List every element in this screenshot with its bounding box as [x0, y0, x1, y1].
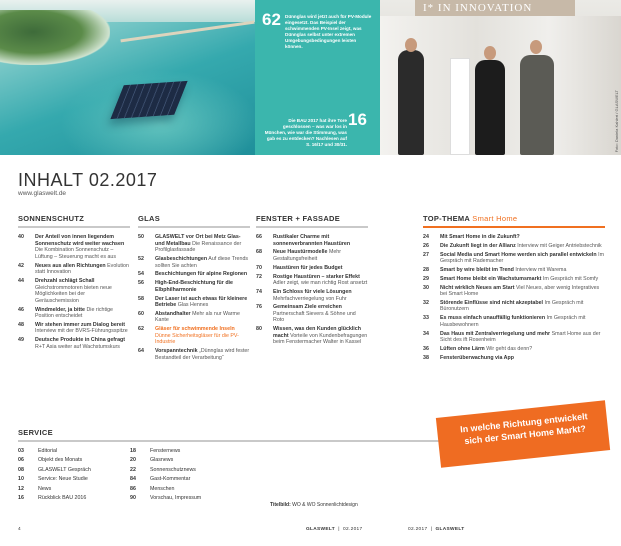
toc-entry[interactable] — [256, 249, 368, 262]
toc-page-number: 26 — [423, 242, 429, 249]
toc-page-number: 24 — [423, 234, 429, 240]
toc-entry[interactable] — [423, 252, 605, 265]
toc-entry[interactable] — [138, 280, 250, 293]
service-entry[interactable] — [130, 467, 201, 476]
toc-page-number: 42 — [18, 262, 24, 269]
toc-page-number: 76 — [256, 304, 262, 311]
toc-page-number: 34 — [423, 330, 429, 337]
section-heading: GLAS — [138, 214, 250, 228]
toc-subtitle: Mehr als nur Warme Kante — [155, 310, 240, 324]
toc-text — [35, 322, 130, 335]
toc-entry[interactable] — [138, 271, 250, 278]
toc-page-number: 80 — [256, 326, 262, 333]
toc-entry[interactable] — [423, 267, 605, 274]
toc-entry[interactable] — [256, 234, 368, 247]
toc-entry[interactable] — [256, 265, 368, 272]
toc-entry[interactable] — [138, 296, 250, 309]
service-page-number: 90 — [130, 494, 136, 501]
toc-entry[interactable] — [18, 263, 130, 276]
toc-entry[interactable] — [18, 337, 130, 350]
badge-caption-16: Die BAU 2017 hat ihre Tore geschlossen – was war los in München, wie war die Stimmung, was gab es zu entdecken? Nachlesen auf S. 16/17 und 30/31. — [264, 118, 347, 147]
toc-entry[interactable] — [256, 304, 368, 324]
toc-title: Glasbeschichtungen — [155, 255, 208, 262]
toc-page-number: 46 — [18, 306, 24, 313]
toc-page-number: 29 — [423, 275, 429, 282]
toc-entry[interactable] — [423, 331, 605, 344]
toc-page-number: 58 — [138, 295, 144, 302]
toc-entry[interactable] — [423, 285, 605, 298]
toc-title: Das Haus mit Zentralverriegelung und mehr — [440, 330, 551, 337]
toc-subtitle: Evolution statt Innovation — [35, 262, 129, 276]
toc-text — [273, 265, 342, 272]
toc-title: Nicht wirklich Neues am Start — [440, 284, 515, 291]
toc-page-number: 27 — [423, 251, 429, 258]
toc-page-number: 62 — [138, 326, 144, 333]
toc-text — [155, 311, 250, 324]
toc-title: Beschichtungen für alpine Regionen — [155, 271, 248, 278]
toc-title: Störende Einflüsse sind nicht akzeptabel — [440, 299, 544, 306]
toc-page-number: 48 — [18, 321, 24, 328]
banner-text: I* IN INNOVATION — [423, 2, 533, 14]
toc-text — [440, 300, 605, 313]
cover-credit-text: WO & WO Sonnenlichtdesign — [292, 502, 358, 508]
toc-text — [155, 326, 250, 346]
toc-title: Gläser für schwimmende Inseln — [155, 326, 235, 333]
toc-title: Lüften ohne Lärm — [440, 346, 485, 352]
footer-right: 02.2017 | GLASWELT — [408, 527, 465, 532]
page-title: INHALT 02.2017 — [18, 170, 158, 190]
service-entry[interactable] — [130, 495, 201, 504]
toc-subtitle: Interview mit Geiger Antriebstechnik — [517, 242, 602, 249]
toc-entry[interactable] — [18, 278, 130, 304]
service-page-number: 10 — [18, 476, 24, 483]
toc-page-number: 66 — [256, 234, 262, 240]
service-page-number: 06 — [18, 457, 24, 464]
service-text: Service: Neue Studie — [38, 476, 88, 483]
toc-text — [35, 263, 130, 276]
service-entry[interactable] — [18, 467, 91, 476]
service-text: Objekt des Monats — [38, 457, 83, 464]
service-page-number: 22 — [130, 466, 136, 473]
toc-text — [440, 346, 532, 353]
toc-entry[interactable] — [138, 326, 250, 346]
toc-page-number: 30 — [423, 284, 429, 291]
toc-subtitle: „Dünnglas wird fester Bestandteil der Verarbeitung“ — [155, 348, 250, 361]
section-sonnenschutz — [18, 214, 130, 353]
service-page-number: 12 — [18, 485, 24, 492]
footer-magazine-right: GLASWELT — [435, 527, 465, 532]
toc-subtitle: Interview mit Warema — [515, 266, 567, 273]
section-heading: SERVICE — [18, 428, 598, 442]
toc-text — [35, 307, 130, 320]
toc-subtitle: Mehr Gestaltungsfreiheit — [273, 249, 342, 262]
toc-subtitle: Die richtige Position entscheidet — [35, 306, 113, 320]
badge-page-16: 16 — [348, 110, 367, 129]
website-url: www.glaswelt.de — [18, 190, 67, 197]
toc-page-number: 70 — [256, 264, 262, 271]
toc-text — [440, 243, 602, 250]
toc-title: Die Zukunft liegt in der Allianz — [440, 242, 516, 249]
toc-subtitle: Adler zeigt, wie man richtig Rost ansetzt — [273, 280, 368, 287]
service-text: Rückblick BAU 2016 — [38, 494, 87, 501]
footer-page-number: 4 — [18, 527, 21, 532]
toc-text — [440, 331, 605, 344]
toc-page-number: 68 — [256, 249, 262, 256]
toc-subtitle: Partnerschaft Sievers & Söhne und Roto — [273, 310, 356, 324]
toc-page-number: 33 — [423, 315, 429, 322]
toc-title: Rostige Haustüren – starker Effekt — [273, 273, 360, 280]
toc-title: Es muss einfach unauffällig funktionieren — [440, 315, 546, 322]
toc-title: Ein Schloss für viele Lösungen — [273, 288, 352, 295]
photo-floating-solar-island — [0, 0, 255, 155]
service-page-number: 08 — [18, 466, 24, 473]
service-text: Gast-Kommentar — [150, 476, 191, 483]
section-heading: FENSTER + FASSADE — [256, 214, 368, 228]
toc-page-number: 56 — [138, 280, 144, 287]
service-entry[interactable] — [130, 486, 201, 495]
toc-text — [440, 285, 605, 298]
footer-magazine: GLASWELT — [306, 527, 335, 532]
smart-home-callout: In welche Richtung entwickelt sich der Smart Home Markt? — [436, 400, 610, 467]
toc-text — [273, 304, 368, 324]
service-entry[interactable] — [18, 457, 91, 466]
toc-entry[interactable] — [138, 256, 250, 269]
toc-subtitle: Gleichstrommotoren bieten neue Möglichkeiten bei der Geräuschemission — [35, 284, 112, 304]
toc-title: Neues aus allen Richtungen — [35, 262, 106, 269]
toc-entry[interactable] — [423, 243, 605, 250]
toc-title: Fensterüberwachung via App — [440, 354, 514, 361]
footer-issue: 02.2017 — [343, 527, 363, 532]
toc-title: Smart by wire bleibt im Trend — [440, 266, 514, 273]
toc-subtitle: Auf diese Trends sollten Sie achten — [155, 255, 249, 269]
service-entry[interactable] — [18, 486, 91, 495]
cover-credit — [270, 502, 358, 508]
toc-page-number: 32 — [423, 299, 429, 306]
toc-title: Neue Haustürmodelle — [273, 249, 328, 256]
toc-text — [273, 326, 368, 346]
toc-subtitle: Im Gespräch mit Hausbewohnern — [440, 315, 586, 328]
toc-title: Windmelder, ja bitte — [35, 306, 85, 313]
toc-subtitle: Im Gespräch mit Büronutzern — [440, 299, 584, 313]
toc-entry[interactable] — [256, 289, 368, 302]
toc-subtitle: Interview mit der BVRS-Führungsspitze — [35, 328, 128, 335]
toc-entry[interactable] — [18, 234, 130, 260]
toc-entry[interactable] — [18, 322, 130, 335]
toc-page-number: 74 — [256, 288, 262, 295]
service-entry[interactable] — [130, 448, 201, 457]
service-entry[interactable] — [18, 476, 91, 485]
service-text: Glasnews — [150, 457, 174, 464]
service-text: News — [38, 485, 52, 492]
top-thema-label: TOP-THEMA — [423, 214, 470, 223]
footer-left: GLASWELT | 02.2017 — [306, 527, 363, 532]
service-entry[interactable] — [130, 457, 201, 466]
toc-text — [155, 280, 250, 293]
toc-entry[interactable] — [423, 234, 605, 241]
cover-credit-label: Titelbild: — [270, 502, 291, 508]
toc-page-number: 49 — [18, 337, 24, 344]
top-thema-accent: Smart Home — [472, 214, 518, 223]
toc-entry[interactable] — [423, 300, 605, 313]
service-text: Vorschau, Impressum — [150, 494, 202, 501]
toc-text — [440, 355, 514, 362]
service-text: Menschen — [150, 485, 175, 492]
toc-entry[interactable] — [423, 276, 605, 283]
toc-title: Gemeinsam Ziele erreichen — [273, 304, 342, 311]
toc-title: Wissen, was den Kunden glücklich macht — [273, 326, 361, 339]
service-page-number: 18 — [130, 448, 136, 454]
toc-page-number: 72 — [256, 273, 262, 280]
toc-entry[interactable] — [138, 311, 250, 324]
service-page-number: 20 — [130, 457, 136, 464]
toc-entry[interactable] — [423, 355, 605, 362]
toc-page-number: 44 — [18, 277, 24, 284]
service-page-number: 16 — [18, 494, 24, 501]
toc-title: Abstandhalter — [155, 310, 191, 317]
toc-subtitle: Wir geht das denn? — [486, 346, 533, 352]
toc-text — [155, 296, 250, 309]
toc-subtitle: Im Gespräch mit Somfy — [542, 275, 599, 282]
toc-subtitle: Die Renaissance der Profilglasfassade — [155, 240, 242, 254]
toc-title: GLASWELT vor Ort bei Metz Glas- und Metallbau — [155, 234, 241, 247]
toc-subtitle: Vorteile von Kundenbefragungen beim Fenstermacher Walter in Kassel — [273, 332, 368, 346]
service-entry[interactable] — [18, 448, 91, 457]
badge-page-62: 62 — [262, 10, 281, 29]
badge-caption-62: Dünnglas wird jetzt auch für PV-Module eingesetzt. Das Beispiel der schwimmenden PV-Insel zeigt, was Dünnglas selbst unter extremen Umgebungsbedingungen leisten können. — [285, 14, 372, 49]
toc-title: Mit Smart Home in die Zukunft? — [440, 234, 520, 240]
toc-title: Der Laser ist auch etwas für kleinere Betriebe — [155, 295, 248, 309]
toc-page-number: 28 — [423, 266, 429, 273]
toc-subtitle: Smart Home aus der Sicht des ift Rosenheim — [440, 330, 601, 344]
toc-subtitle: Die Kombination Sonnenschutz – Lüftung – Steuerung macht es aus — [35, 247, 116, 260]
toc-text — [440, 267, 566, 274]
toc-title: Wir stehen immer zum Dialog bereit — [35, 321, 126, 328]
service-text: GLASWELT Gespräch — [38, 466, 91, 473]
service-page-number: 86 — [130, 485, 136, 492]
toc-page-number: 38 — [423, 354, 429, 361]
toc-subtitle: Glas Hennes — [177, 302, 209, 309]
service-entry[interactable] — [18, 495, 91, 504]
photo-innovation-booth — [380, 0, 621, 155]
footer-issue-right: 02.2017 — [408, 527, 428, 532]
toc-title: Smart Home bleibt ein Wachstumsmarkt — [440, 275, 542, 282]
toc-subtitle: R+T Asia weiter auf Wachstumskurs — [35, 343, 120, 350]
toc-text — [35, 278, 130, 304]
section-heading — [423, 214, 605, 228]
toc-page-number: 50 — [138, 234, 144, 240]
teal-info-panel — [255, 0, 380, 155]
toc-title: Drehzahl schlägt Schall — [35, 277, 95, 284]
toc-title: High-End-Beschichtung für die Elbphilharmonie — [155, 280, 233, 293]
toc-text — [155, 256, 250, 269]
toc-title: Vorspanntechnik — [155, 348, 198, 355]
toc-text — [35, 337, 130, 350]
toc-page-number: 40 — [18, 234, 24, 240]
hero-image-band — [0, 0, 621, 155]
section-heading: SONNENSCHUTZ — [18, 214, 130, 228]
toc-subtitle: Dünne Sicherheitsgläser für die PV-Industrie — [155, 332, 239, 346]
toc-title: Social Media und Smart Home werden sich parallel entwickeln — [440, 251, 597, 258]
toc-subtitle: Mehrfachverriegelung von Fuhr — [273, 295, 347, 302]
toc-title: Haustüren für jedes Budget — [273, 264, 343, 271]
toc-page-number: 54 — [138, 271, 144, 278]
toc-title: Rustikaler Charme mit sonnenverbrannten Haustüren — [273, 234, 351, 247]
toc-page-number: 60 — [138, 310, 144, 317]
toc-page-number: 52 — [138, 255, 144, 262]
toc-entry[interactable] — [256, 274, 368, 287]
service-text: Sonnenschutznews — [150, 466, 196, 473]
service-page-number: 03 — [18, 448, 24, 454]
toc-subtitle: Viel Neues, aber wenig Integratives bei Smart Home — [440, 284, 600, 298]
toc-entry[interactable] — [18, 307, 130, 320]
toc-title: Deutsche Produkte in China gefragt — [35, 337, 126, 344]
toc-text — [273, 249, 368, 262]
toc-text — [440, 252, 605, 265]
toc-text — [155, 271, 247, 278]
section-top-thema — [423, 214, 605, 364]
toc-text — [273, 274, 368, 287]
section-glas — [138, 214, 250, 364]
toc-page-number: 64 — [138, 348, 144, 355]
service-entry[interactable] — [130, 476, 201, 485]
toc-text — [273, 289, 368, 302]
photo-credit: Foto: Daniela Kahlert / GLASWELT — [614, 90, 619, 153]
toc-entry[interactable] — [423, 315, 605, 328]
toc-text — [273, 234, 368, 247]
toc-entry[interactable] — [423, 346, 605, 353]
toc-page-number: 36 — [423, 346, 429, 352]
toc-text — [440, 315, 605, 328]
toc-text — [440, 234, 520, 241]
service-text: Editorial — [38, 448, 58, 454]
section-fenster-fassade — [256, 214, 368, 348]
toc-entry[interactable] — [256, 326, 368, 346]
toc-entry[interactable] — [138, 234, 250, 254]
toc-text — [440, 276, 598, 283]
toc-text — [35, 234, 130, 260]
toc-subtitle: Im Gespräch mit Rademacher — [440, 251, 604, 265]
service-text: Fensternews — [150, 448, 181, 454]
toc-text — [155, 348, 250, 361]
toc-entry[interactable] — [138, 348, 250, 361]
toc-text — [155, 234, 250, 254]
toc-title: Der Anteil von innen liegendem Sonnenschutz wird weiter wachsen — [35, 234, 125, 247]
service-page-number: 84 — [130, 476, 136, 483]
